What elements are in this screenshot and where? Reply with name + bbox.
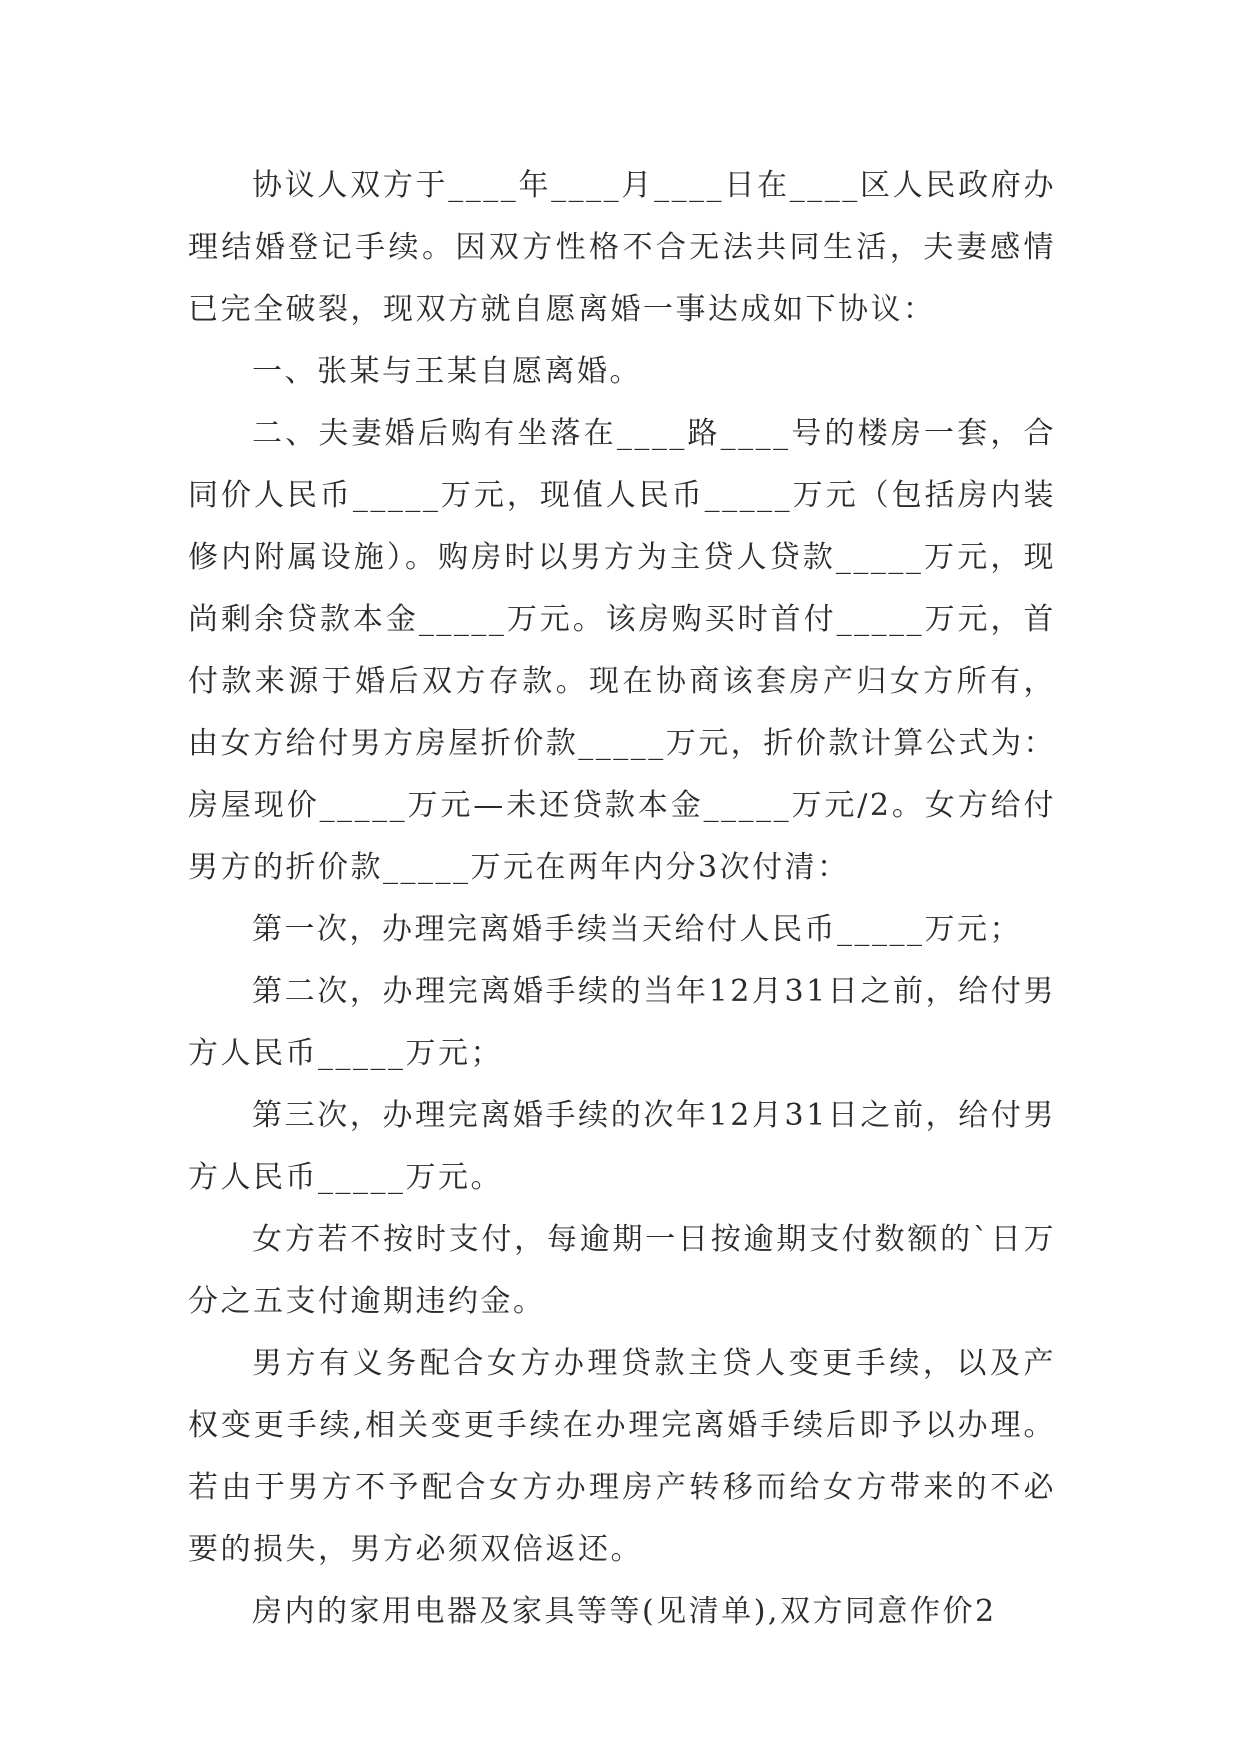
paragraph-late-penalty: 女方若不按时支付，每逾期一日按逾期支付数额的`日万分之五支付逾期违约金。 — [188, 1222, 1056, 1319]
paragraph-intro: 协议人双方于____年____月____日在____区人民政府办理结婚登记手续。因双方性格不合无法共同生活，夫妻感情已完全破裂，现双方就自愿离婚一事达成如下协议： — [188, 168, 1056, 327]
paragraph-clause-1: 一、张某与王某自愿离婚。 — [252, 354, 642, 389]
paragraph-clause-2: 二、夫妻婚后购有坐落在____路____号的楼房一套，合同价人民币_____万元，现值人民币_____万元（包括房内装修内附属设施）。购房时以男方为主贷人贷款_____万元，现尚剩余贷款本金_____万元。该房购买时首付_____万元，首付款来源于婚后双方存款。现在协商该套房产归女方所有，由女方给付男方房屋折价款_____万元，折价款计算公式为：房屋现价_____万元—未还贷款本金_____万元/2。女方给付男方的折价款_____万元在两年内分3次付清： — [188, 416, 1056, 885]
paragraph-first-payment: 第一次，办理完离婚手续当天给付人民币_____万元； — [252, 912, 1022, 947]
paragraph-third-payment: 第三次，办理完离婚手续的次年12月31日之前，给付男方人民币_____万元。 — [188, 1098, 1056, 1195]
paragraph-second-payment: 第二次，办理完离婚手续的当年12月31日之前，给付男方人民币_____万元； — [188, 974, 1056, 1071]
document-body — [188, 155, 1056, 1643]
paragraph-appliances: 房内的家用电器及家具等等(见清单),双方同意作价2 — [252, 1594, 997, 1629]
paragraph-male-obligation: 男方有义务配合女方办理贷款主贷人变更手续，以及产权变更手续,相关变更手续在办理完离婚手续后即予以办理。若由于男方不予配合女方办理房产转移而给女方带来的不必要的损失，男方必须双倍返还。 — [188, 1346, 1056, 1567]
